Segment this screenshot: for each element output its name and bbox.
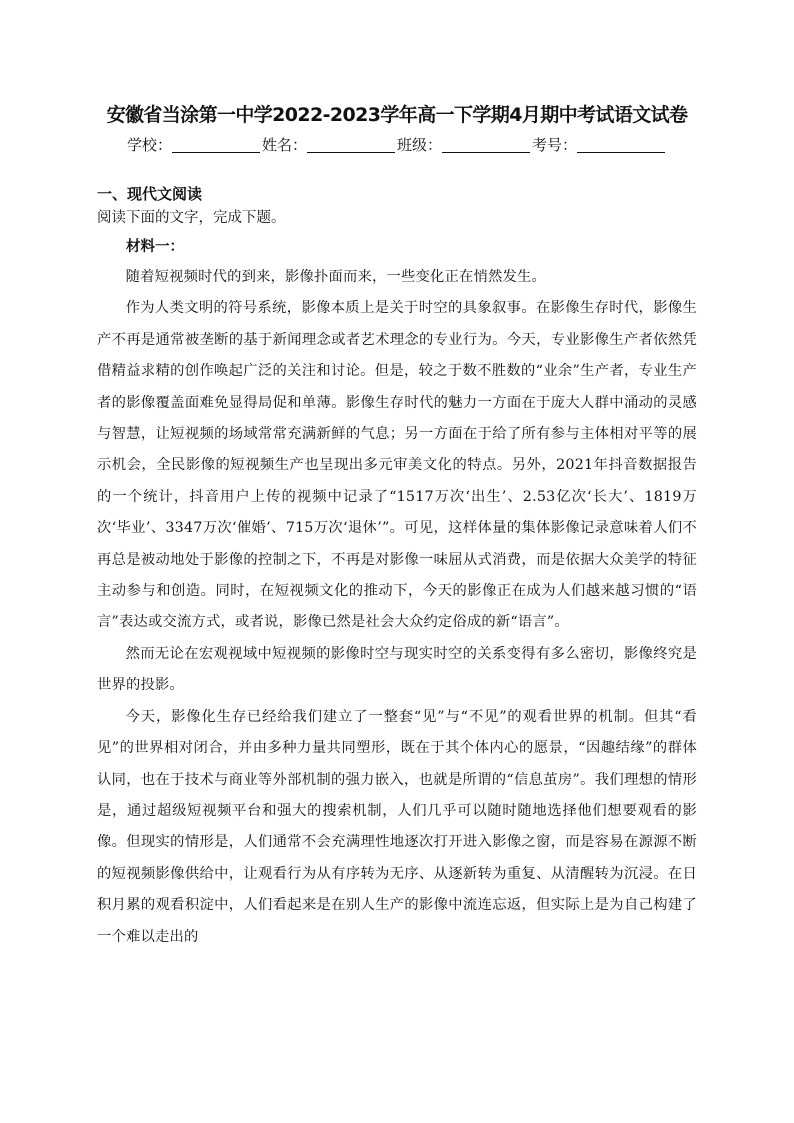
school-label: 学校： bbox=[126, 136, 172, 154]
school-blank bbox=[172, 136, 260, 153]
material-label: 材料一： bbox=[126, 238, 184, 255]
student-info-row bbox=[97, 132, 697, 158]
name-label: 姓名： bbox=[261, 136, 307, 154]
reading-instruction: 阅读下面的文字，完成下题。 bbox=[97, 210, 286, 226]
paragraph: 随着短视频时代的到来，影像扑面而来，一些变化正在悄然发生。 bbox=[125, 269, 546, 285]
name-blank bbox=[307, 136, 395, 153]
section-heading: 一、现代文阅读 bbox=[97, 185, 203, 203]
paragraph: 然而无论在宏观视域中短视频的影像时空与现实时空的关系变得有多么密切，影像终究是世界的投影。 bbox=[97, 645, 697, 694]
exam-number-label: 考号： bbox=[532, 136, 578, 154]
exam-number-blank bbox=[577, 136, 665, 153]
exam-title: 安徽省当涂第一中学2022-2023学年高一下学期4月期中考试语文试卷 bbox=[106, 104, 688, 126]
class-blank bbox=[442, 136, 530, 153]
paragraph: 作为人类文明的符号系统，影像本质上是关于时空的具象叙事。在影像生存时代，影像生产不再是通常被垄断的基于新闻理念或者艺术理念的专业行为。今天，专业影像生产者依然凭借精益求精的创作唤起广泛的关注和讨论。但是，较之于数不胜数的“业余”生产者，专业生产者的影像覆盖面难免显得局促和单薄。影像生存时代的魅力一方面在于庞大人群中涌动的灵感与智慧，让短视频的场域常常充满新鲜的气息；另一方面在于给了所有参与主体相对平等的展示机会，全民影像的短视频生产也呈现出多元审美文化的特点。另外，2021年抖音数据报告的一个统计，抖音用户上传的视频中记录了“1517万次‘出生’、2.53亿次‘长大’、1819万次‘毕业’、3347万次‘催婚’、715万次‘退休’”。可见，这样体量的集体影像记录意味着人们不再总是被动地处于影像的控制之下，不再是对影像一味屈从式消费，而是依据大众美学的特征主动参与和创造。同时，在短视频文化的推动下，今天的影像正在成为人们越来越习惯的“语言”表达或交流方式，或者说，影像已然是社会大众约定俗成的新“语言”。 bbox=[97, 300, 697, 631]
paragraph: 今天，影像化生存已经给我们建立了一整套“见”与“不见”的观看世界的机制。但其“看见”的世界相对闭合，并由多种力量共同塑形，既在于其个体内心的愿景，“因趣结缘”的群体认同，也在于技术与商业等外部机制的强力嵌入，也就是所谓的“信息茧房”。我们理想的情形是，通过超级短视频平台和强大的搜索机制，人们几乎可以随时随地选择他们想要观看的影像。但现实的情形是，人们通常不会充满理性地逐次打开进入影像之窗，而是容易在源源不断的短视频影像供给中，让观看行为从有序转为无序、从逐新转为重复、从清醒转为沉浸。在日积月累的观看积淀中，人们看起来是在别人生产的影像中流连忘返，但实际上是为自己构建了一个难以走出的 bbox=[97, 708, 697, 945]
class-label: 班级： bbox=[397, 136, 443, 154]
exam-page bbox=[97, 98, 697, 953]
